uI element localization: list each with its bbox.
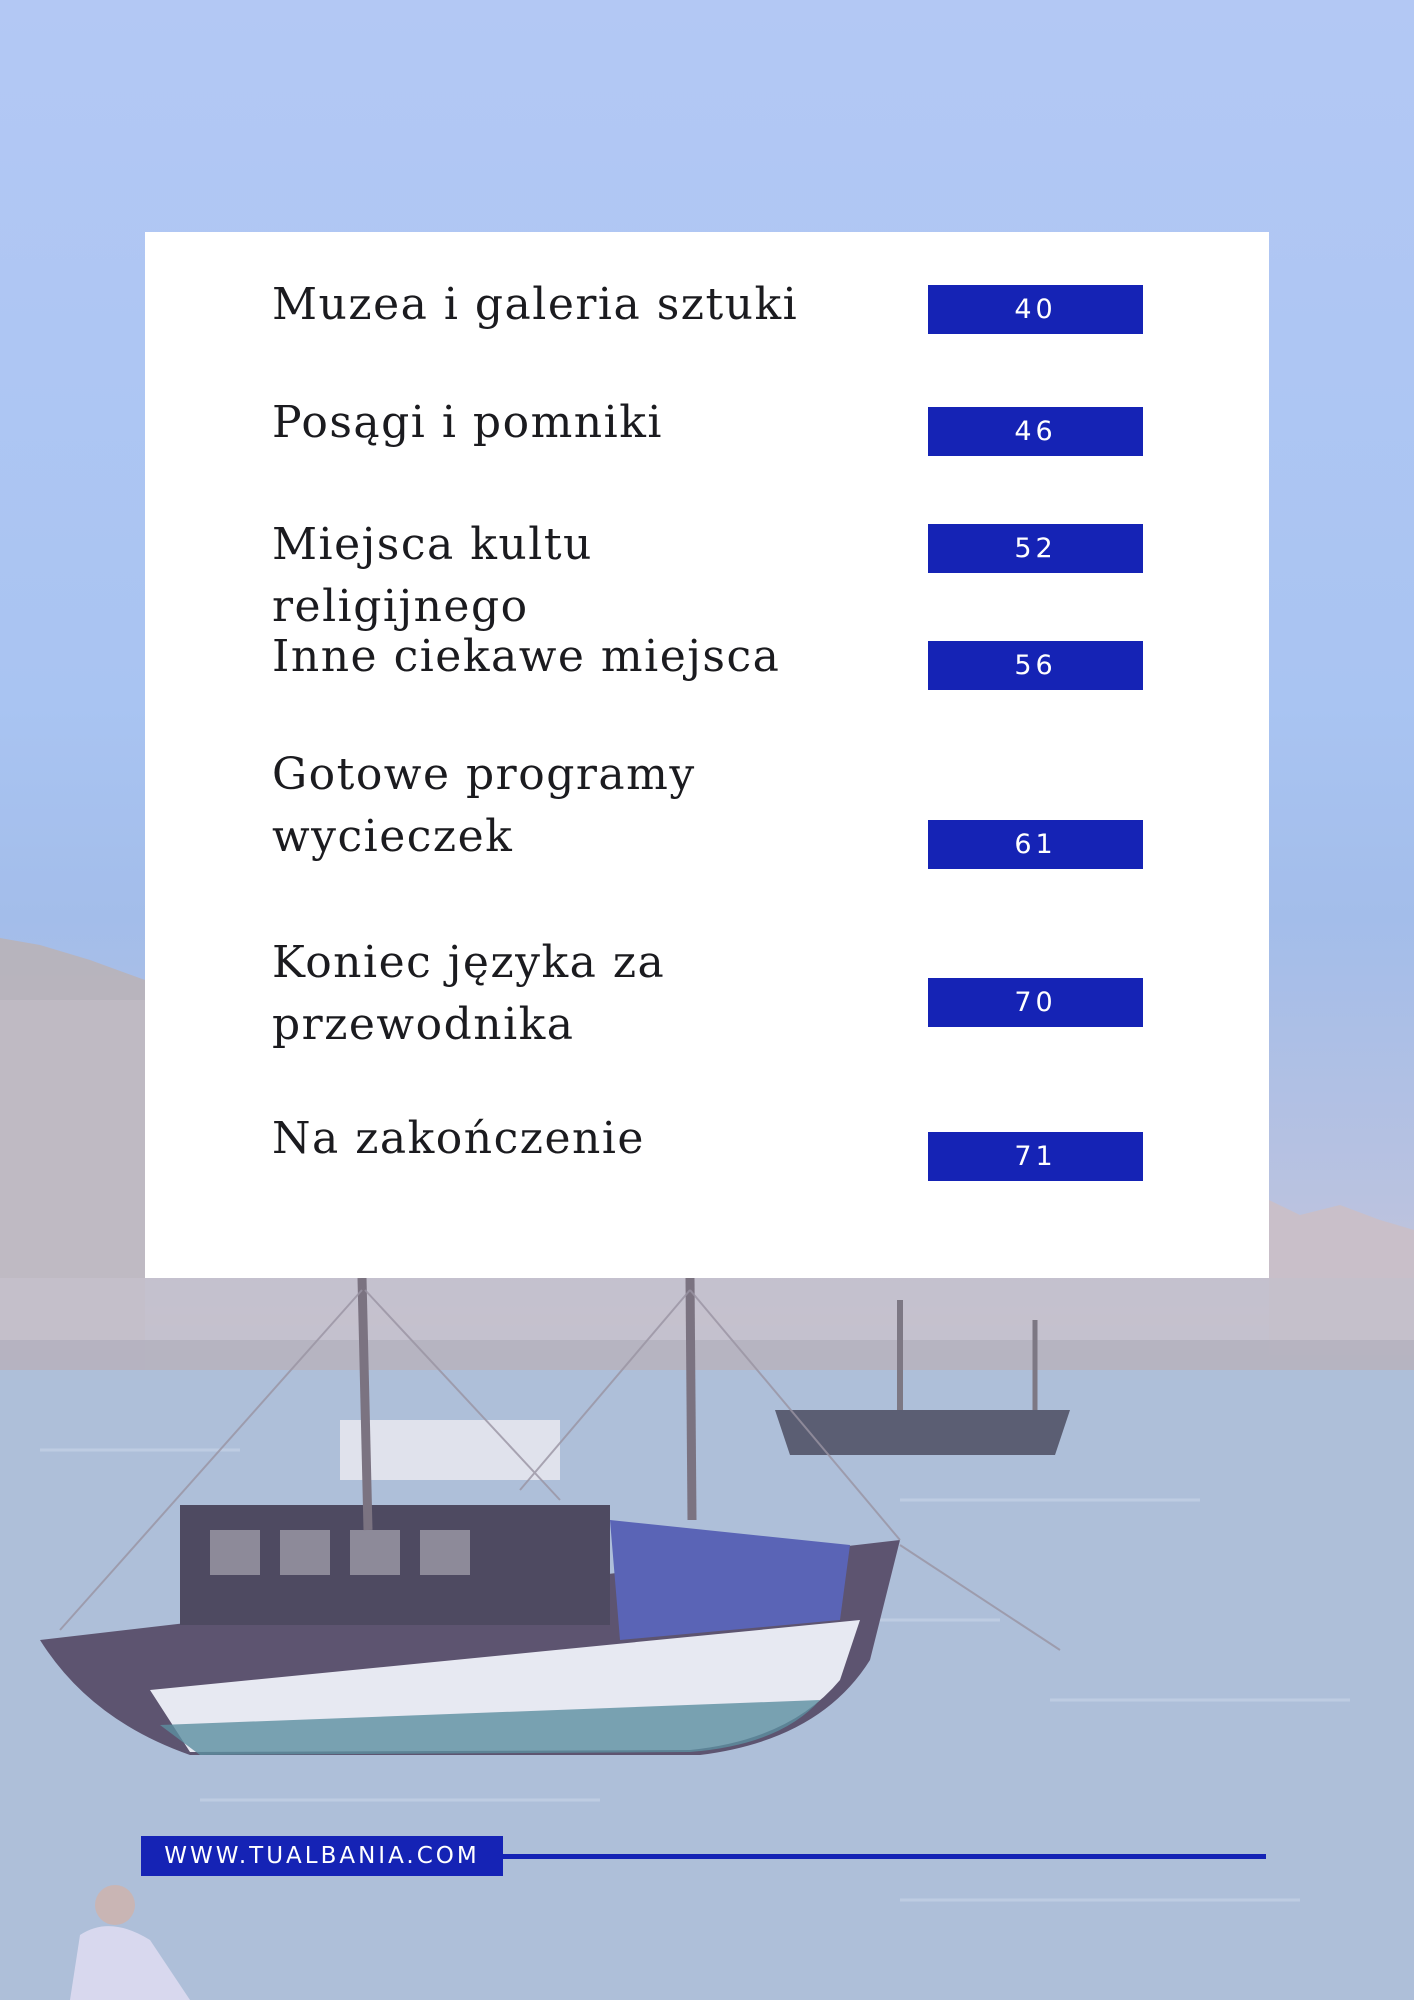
toc-item-label: Inne ciekawe miejsca <box>272 631 781 682</box>
toc-item-label: Posągi i pomniki <box>272 397 663 448</box>
toc-item-label: Muzea i galeria sztuki <box>272 279 799 330</box>
toc-page-badge: 40 <box>928 285 1143 334</box>
website-link[interactable]: WWW.TUALBANIA.COM <box>141 1836 503 1876</box>
footer-divider <box>503 1854 1266 1859</box>
toc-item-label: Koniec języka za przewodnika <box>272 937 666 1050</box>
toc-page-badge: 56 <box>928 641 1143 690</box>
toc-page-badge: 70 <box>928 978 1143 1027</box>
toc-page-badge: 52 <box>928 524 1143 573</box>
toc-item-label: Na zakończenie <box>272 1113 645 1164</box>
toc-page-badge: 46 <box>928 407 1143 456</box>
toc-page-badge: 71 <box>928 1132 1143 1181</box>
toc-card <box>145 232 1269 1278</box>
toc-item-label: Gotowe programy wycieczek <box>272 749 696 862</box>
toc-page-badge: 61 <box>928 820 1143 869</box>
toc-item-label: Miejsca kultu religijnego <box>272 519 593 632</box>
